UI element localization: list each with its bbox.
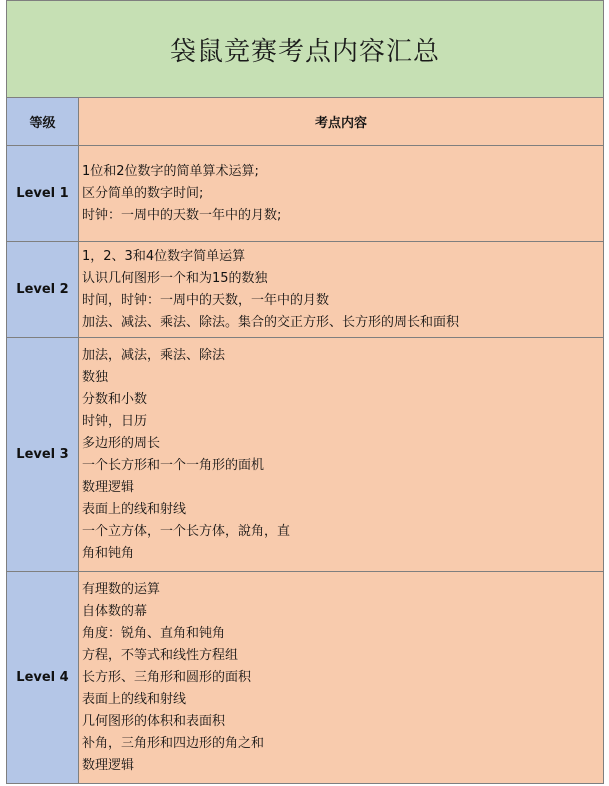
level-cell: Level 1 xyxy=(7,146,79,242)
content-cell xyxy=(79,146,604,242)
list-item: 长方形、三角形和圆形的面积 xyxy=(82,669,252,685)
list-item: 区分简单的数字时间; xyxy=(82,185,204,201)
list-item: 加法，减法，乘法、除法 xyxy=(82,347,226,363)
summary-table xyxy=(6,0,604,784)
sheet-title: 袋鼠竞赛考点内容汇总 xyxy=(7,1,604,98)
list-item: 数独 xyxy=(82,369,109,385)
list-item: 多边形的周长 xyxy=(82,435,161,451)
list-item: 表面上的线和射线 xyxy=(82,691,187,707)
list-item: 一个立方体，一个长方体，說角，直 xyxy=(82,523,291,539)
list-item: 一个长方形和一个一角形的面机 xyxy=(82,457,265,473)
list-item: 1位和2位数字的简单算术运算; xyxy=(82,163,259,179)
list-item: 认识几何图形一个和为15的数独 xyxy=(82,270,268,286)
list-item: 有理数的运算 xyxy=(82,581,161,597)
list-item: 方程，不等式和线性方程组 xyxy=(82,647,239,663)
header-level: 等级 xyxy=(7,98,79,146)
level-cell: Level 2 xyxy=(7,242,79,338)
list-item: 时钟：一周中的天数一年中的月数; xyxy=(82,207,282,223)
list-item: 分数和小数 xyxy=(82,391,148,407)
content-cell xyxy=(79,338,604,572)
list-item: 时间，时钟：一周中的天数，一年中的月数 xyxy=(82,292,330,308)
list-item: 数理逻辑 xyxy=(82,757,135,773)
table-row-level-3 xyxy=(7,338,604,572)
list-item: 加法、减法、乘法、除法。集合的交正方形、长方形的周长和面积 xyxy=(82,314,460,330)
list-item: 补角，三角形和四边形的角之和 xyxy=(82,735,265,751)
header-content: 考点内容 xyxy=(79,98,604,146)
header-row xyxy=(7,98,604,146)
list-item: 角和钝角 xyxy=(82,545,135,561)
list-item: 1，2、3和4位数字简单运算 xyxy=(82,248,246,264)
content-cell xyxy=(79,242,604,338)
content-cell xyxy=(79,572,604,784)
level-cell: Level 4 xyxy=(7,572,79,784)
list-item: 数理逻辑 xyxy=(82,479,135,495)
level-cell: Level 3 xyxy=(7,338,79,572)
table-row-level-1 xyxy=(7,146,604,242)
title-row xyxy=(7,1,604,98)
list-item: 自体数的幕 xyxy=(82,603,148,619)
table-row-level-2 xyxy=(7,242,604,338)
list-item: 角度：锐角、直角和钝角 xyxy=(82,625,226,641)
table-row-level-4 xyxy=(7,572,604,784)
list-item: 时钟，日历 xyxy=(82,413,148,429)
list-item: 几何图形的体积和表面积 xyxy=(82,713,226,729)
list-item: 表面上的线和射线 xyxy=(82,501,187,517)
